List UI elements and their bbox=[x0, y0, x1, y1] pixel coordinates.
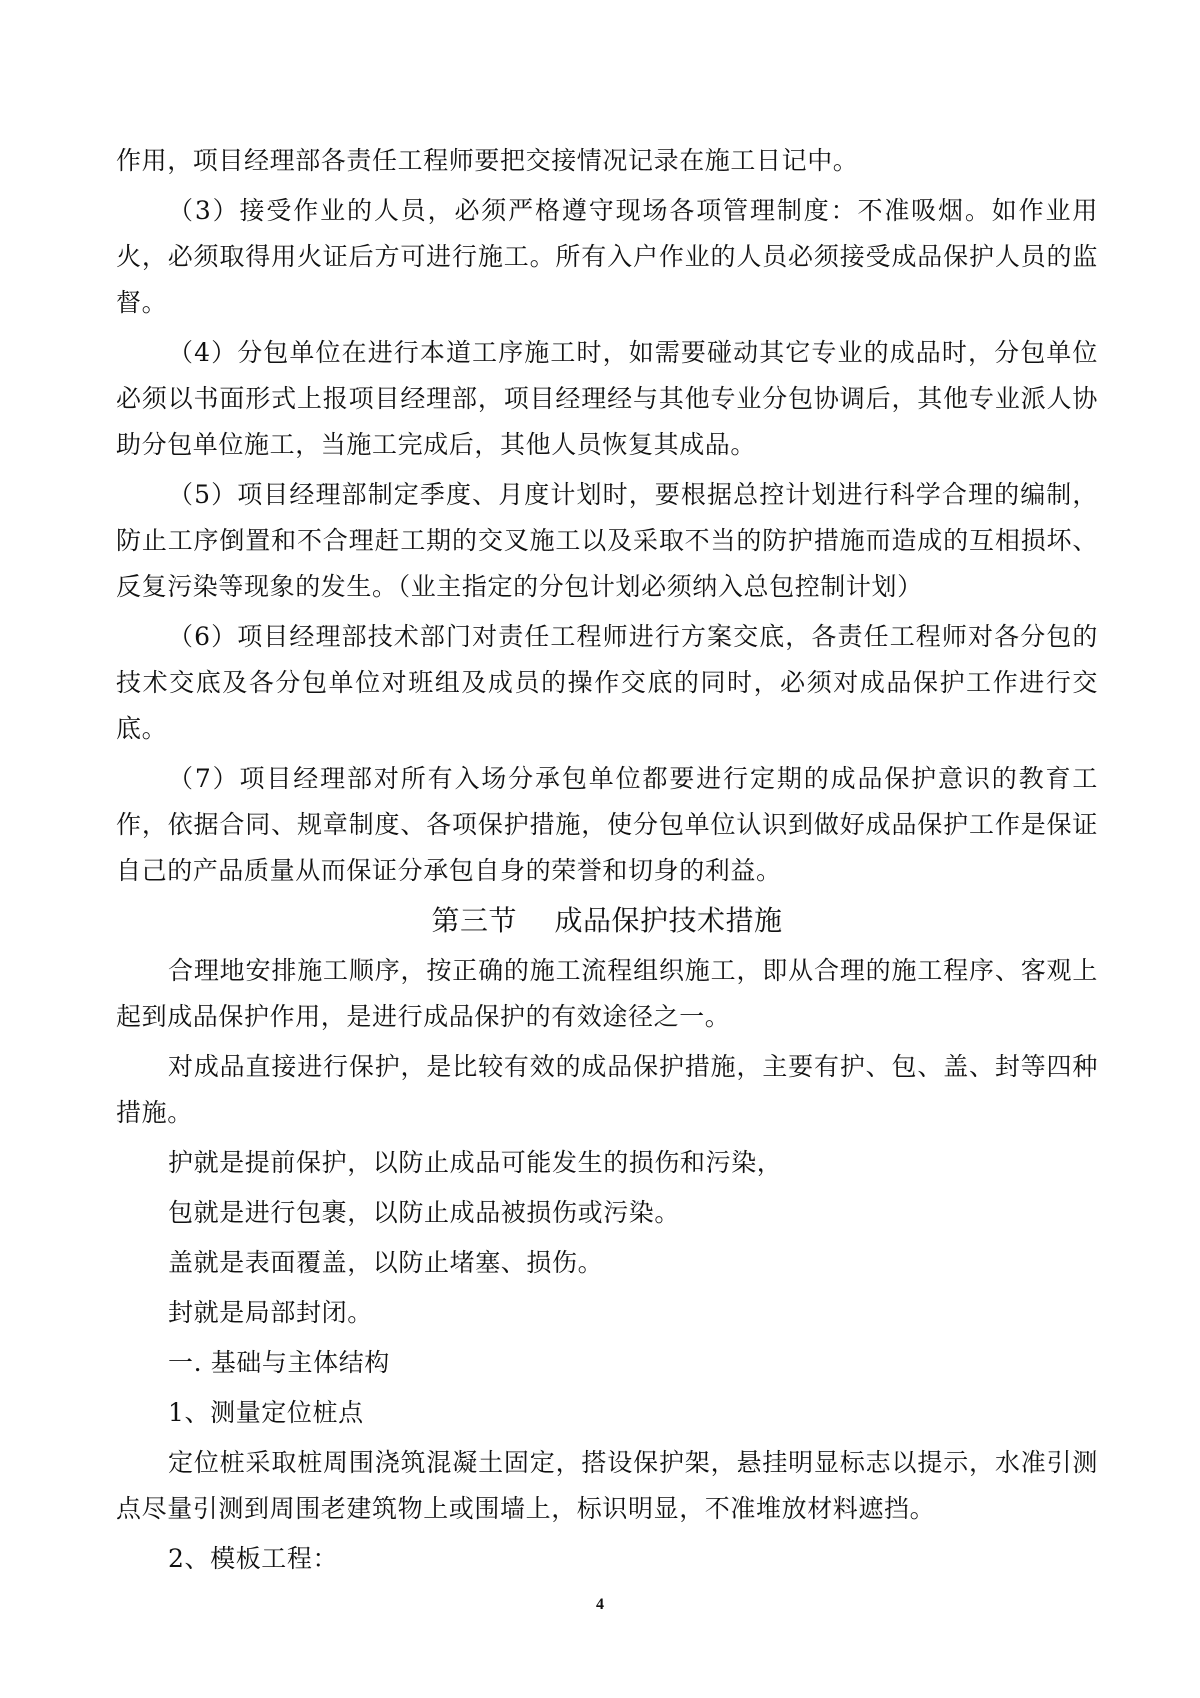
paragraph-stake-protection: 定位桩采取桩周围浇筑混凝土固定，搭设保护架，悬挂明显标志以提示，水准引测点尽量引测到周围老建筑物上或围墙上，标识明显，不准堆放材料遮挡。 bbox=[116, 1448, 1098, 1523]
paragraph-item-7: （7）项目经理部对所有入场分承包单位都要进行定期的成品保护意识的教育工作，依据合同、规章制度、各项保护措施，使分包单位认识到做好成品保护工作是保证自己的产品质量从而保证分承包自身的荣誉和切身的利益。 bbox=[116, 764, 1098, 885]
subheading-survey-stakes: 1、测量定位桩点 bbox=[168, 1398, 364, 1427]
paragraph-direct-protection: 对成品直接进行保护，是比较有效的成品保护措施，主要有护、包、盖、封等四种措施。 bbox=[116, 1052, 1098, 1127]
paragraph-seal-definition: 封就是局部封闭。 bbox=[168, 1298, 373, 1327]
paragraph-item-6: （6）项目经理部技术部门对责任工程师进行方案交底，各责任工程师对各分包的技术交底及各分包单位对班组及成员的操作交底的同时，必须对成品保护工作进行交底。 bbox=[116, 622, 1098, 743]
paragraph-item-5: （5）项目经理部制定季度、月度计划时，要根据总控计划进行科学合理的编制，防止工序倒置和不合理赶工期的交叉施工以及采取不当的防护措施而造成的互相损坏、反复污染等现象的发生。（业主指定的分包计划必须纳入总包控制计划） bbox=[116, 480, 1098, 601]
paragraph-wrap-definition: 包就是进行包裹，以防止成品被损伤或污染。 bbox=[168, 1198, 681, 1227]
paragraph-continuation: 作用，项目经理部各责任工程师要把交接情况记录在施工日记中。 bbox=[116, 146, 859, 175]
section-heading: 第三节 成品保护技术措施 bbox=[431, 904, 783, 937]
subheading-foundation-structure: 一. 基础与主体结构 bbox=[168, 1348, 390, 1377]
paragraph-item-3: （3）接受作业的人员，必须严格遵守现场各项管理制度：不准吸烟。如作业用火，必须取得用火证后方可进行施工。所有入户作业的人员必须接受成品保护人员的监督。 bbox=[116, 196, 1098, 317]
paragraph-cover-definition: 盖就是表面覆盖，以防止堵塞、损伤。 bbox=[168, 1248, 604, 1277]
subheading-formwork: 2、模板工程： bbox=[168, 1544, 339, 1573]
paragraph-item-4: （4）分包单位在进行本道工序施工时，如需要碰动其它专业的成品时，分包单位必须以书面形式上报项目经理部，项目经理经与其他专业分包协调后，其他专业派人协助分包单位施工，当施工完成后，其他人员恢复其成品。 bbox=[116, 338, 1098, 459]
paragraph-protect-definition: 护就是提前保护，以防止成品可能发生的损伤和污染， bbox=[168, 1148, 783, 1177]
paragraph-construction-sequence: 合理地安排施工顺序，按正确的施工流程组织施工，即从合理的施工程序、客观上起到成品保护作用，是进行成品保护的有效途径之一。 bbox=[116, 956, 1098, 1031]
page-body bbox=[116, 138, 1098, 1586]
page-number: 4 bbox=[596, 1596, 604, 1613]
